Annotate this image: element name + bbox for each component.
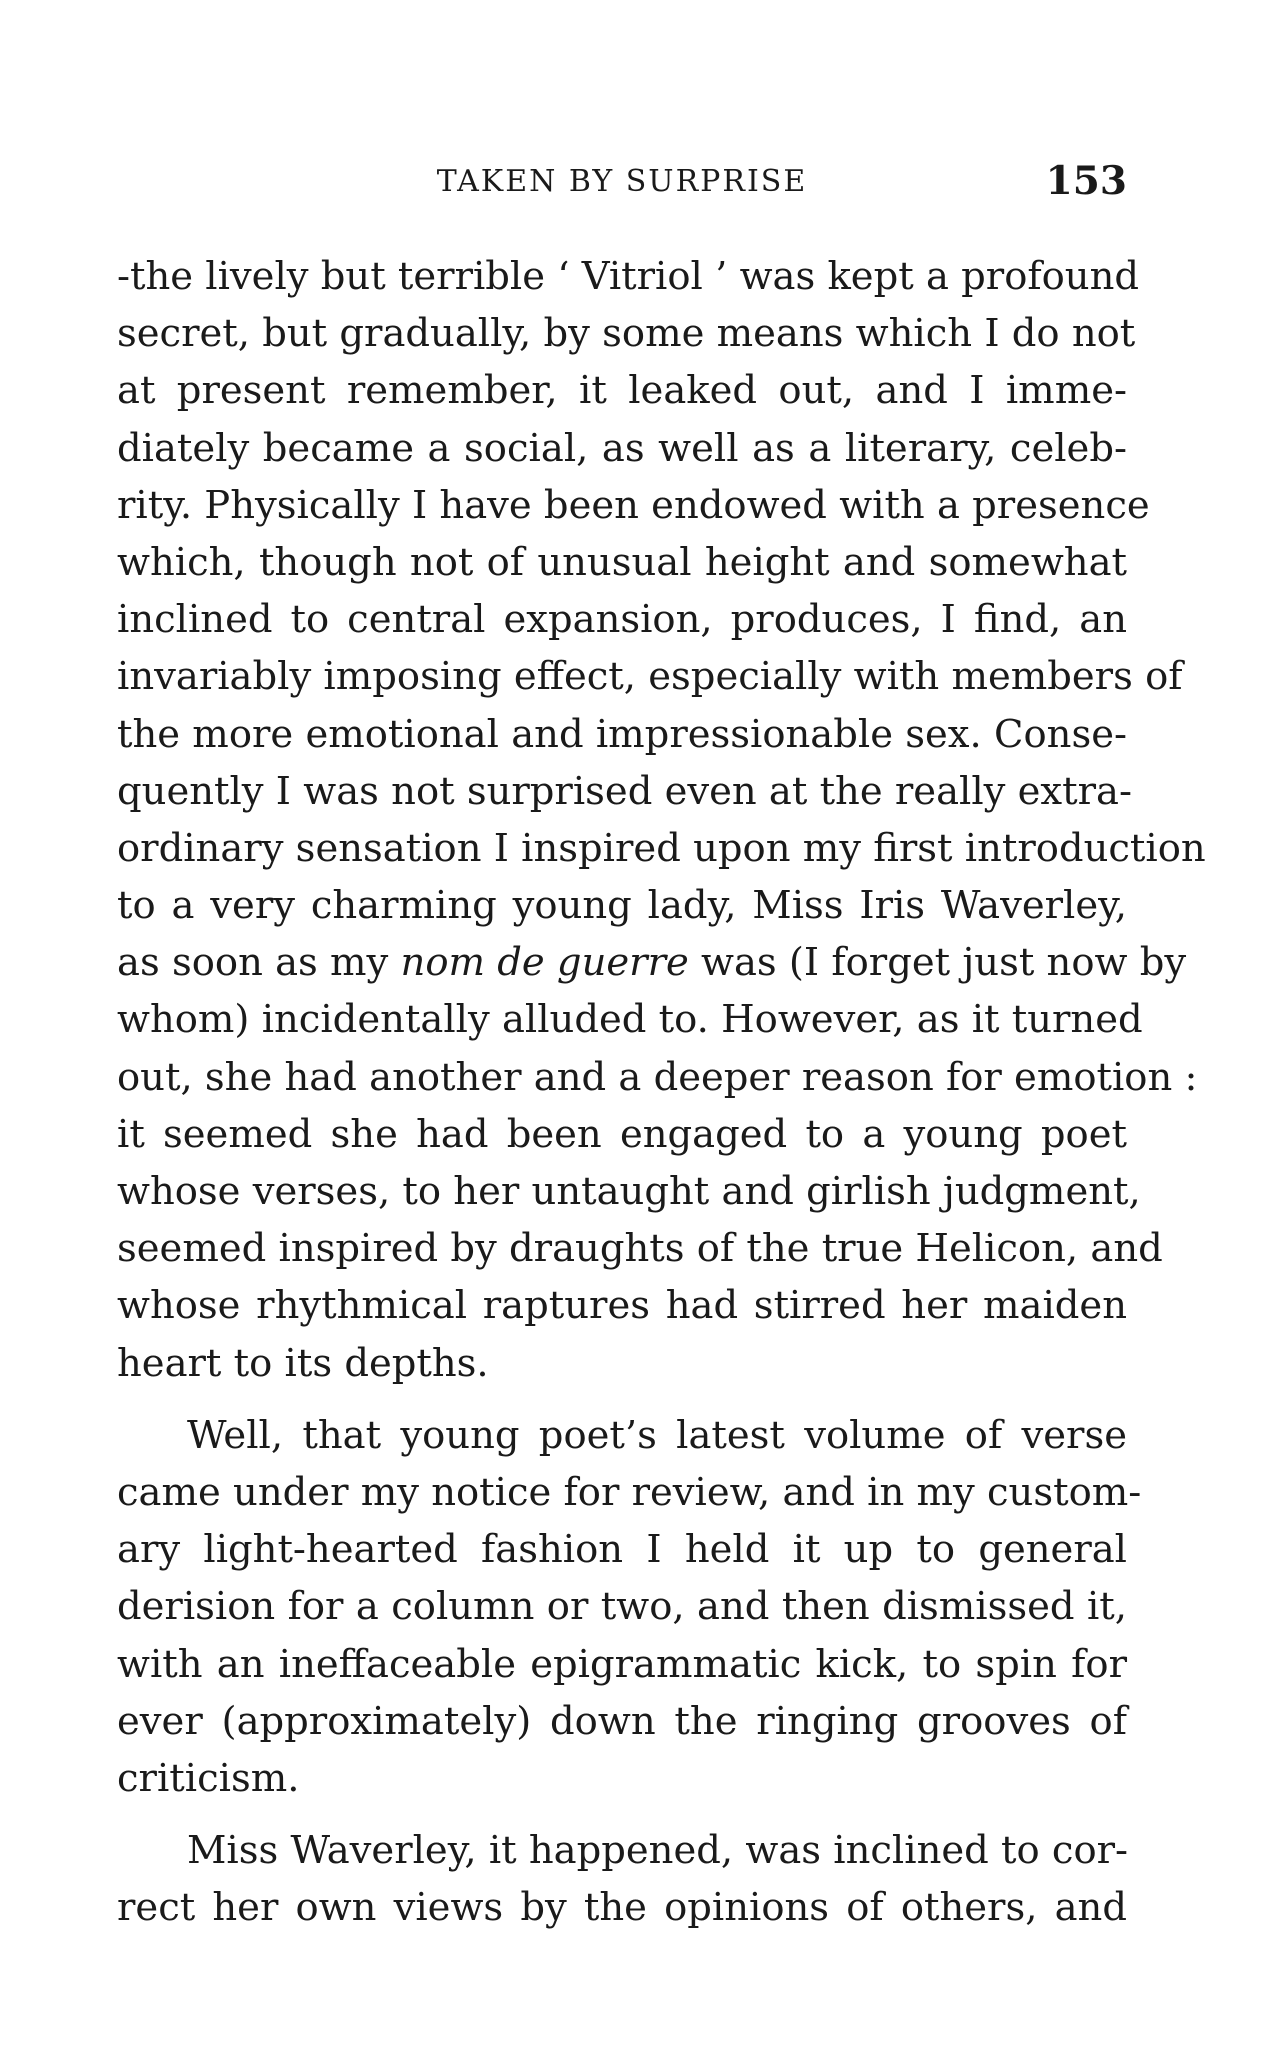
paragraph-1 bbox=[117, 248, 1206, 1392]
text-line: it seemed she had been engaged to a young poet bbox=[117, 1111, 1127, 1157]
text-line: quently I was not surprised even at the really extra- bbox=[117, 768, 1132, 814]
text-line: criticism. bbox=[117, 1755, 300, 1801]
text-line: whose verses, to her untaught and girlish judgment, bbox=[117, 1169, 1141, 1214]
text-line: derision for a column or two, and then dismissed it, bbox=[117, 1584, 1127, 1630]
text-line: inclined to central expansion, produces, I find, an bbox=[117, 597, 1127, 643]
text-line: Well, that young poet’s latest volume of verse bbox=[187, 1412, 1127, 1458]
text-line: whom) incidentally alluded to. However, as it turned bbox=[117, 997, 1143, 1043]
text-line: secret, but gradually, by some means which I do not bbox=[117, 311, 1136, 357]
text-line: out, she had another and a deeper reason for emotion : bbox=[117, 1054, 1198, 1100]
text-line: whose rhythmical raptures had stirred her maiden bbox=[117, 1283, 1127, 1329]
text-line: with an ineffaceable epigrammatic kick, to spin for bbox=[117, 1641, 1127, 1687]
paragraph-3 bbox=[117, 1822, 1127, 1936]
page-header bbox=[117, 158, 1127, 208]
text-line: at present remember, it leaked out, and I imme- bbox=[117, 368, 1127, 414]
text-line: rity. Physically I have been endowed with a presence bbox=[117, 482, 1150, 528]
text-line bbox=[117, 934, 1187, 991]
text-line: ary light-hearted fashion I held it up to general bbox=[117, 1527, 1127, 1573]
page-number: 153 bbox=[1045, 158, 1127, 204]
text-line: diately became a social, as well as a literary, celeb- bbox=[117, 425, 1127, 471]
text-line: came under my notice for review, and in my custom- bbox=[117, 1469, 1142, 1515]
italic-phrase: nom de guerre bbox=[400, 940, 689, 986]
body-text bbox=[117, 248, 1206, 1936]
text-line: Miss Waverley, it happened, was inclined to cor- bbox=[187, 1828, 1129, 1874]
text-line: heart to its depths. bbox=[117, 1340, 489, 1386]
text-line: ordinary sensation I inspired upon my first introduction bbox=[117, 825, 1206, 871]
text-line: rect her own views by the opinions of others, and bbox=[117, 1885, 1127, 1931]
text-line: the more emotional and impressionable sex. Conse- bbox=[117, 711, 1127, 757]
text-line: -the lively but terrible ‘ Vitriol ’ was kept a profound bbox=[117, 254, 1140, 299]
text-line: which, though not of unusual height and somewhat bbox=[117, 539, 1127, 585]
paragraph-2 bbox=[117, 1407, 1142, 1807]
text-line: seemed inspired by draughts of the true Helicon, and bbox=[117, 1226, 1163, 1272]
text-line: ever (approximately) down the ringing grooves of bbox=[117, 1698, 1127, 1744]
text-segment: was (I forget just now by bbox=[688, 940, 1187, 986]
text-segment: as soon as my bbox=[117, 940, 401, 986]
text-line: invariably imposing effect, especially with members of bbox=[117, 654, 1183, 700]
text-line: to a very charming young lady, Miss Iris Waverley, bbox=[117, 883, 1127, 929]
running-head: TAKEN BY SURPRISE bbox=[436, 164, 808, 199]
